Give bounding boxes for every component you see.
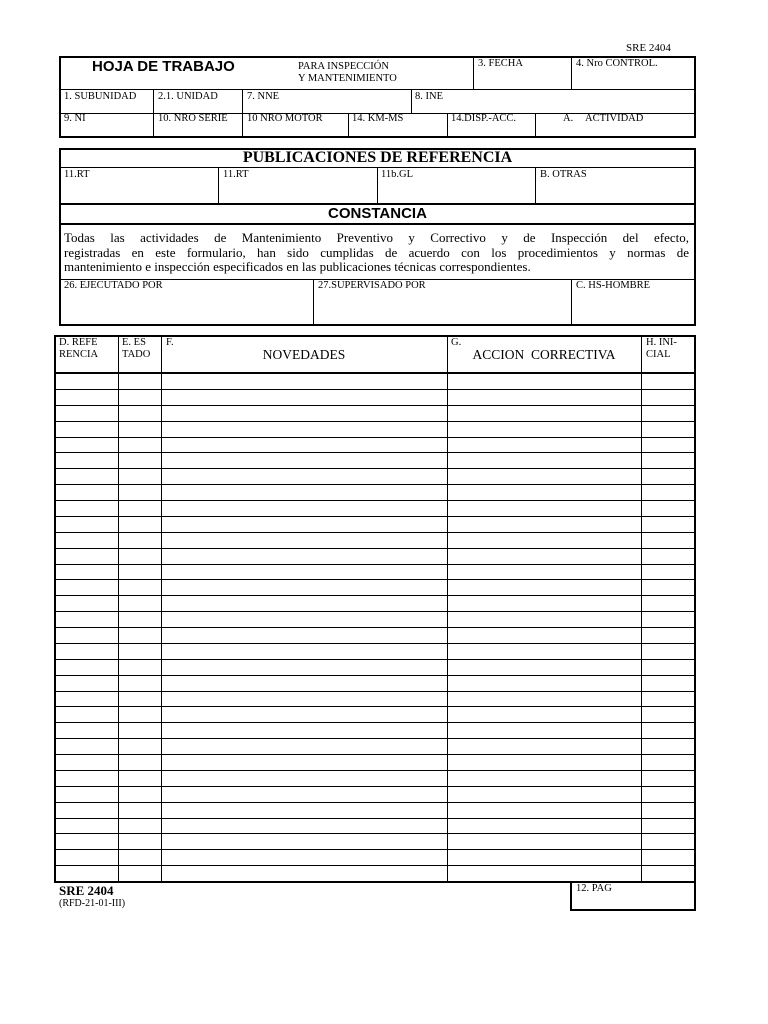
rt-field-1[interactable]: 11.RT [64, 169, 90, 180]
divider [242, 113, 243, 138]
form-subtitle-line1: PARA INSPECCIÓN [298, 61, 389, 72]
nro-motor-field[interactable]: 10 NRO MOTOR [247, 113, 323, 124]
table-row-line [54, 405, 696, 406]
table-row-line [54, 627, 696, 628]
divider [153, 113, 154, 138]
divider [571, 279, 572, 326]
rt-field-2[interactable]: 11.RT [223, 169, 249, 180]
table-row-line [54, 595, 696, 596]
divider [447, 113, 448, 138]
divider [59, 89, 696, 90]
hs-hombre-field[interactable]: C. HS-HOMBRE [576, 280, 651, 291]
table-row-line [54, 389, 696, 390]
divider [161, 335, 162, 883]
divider [571, 56, 572, 89]
fecha-field[interactable]: 3. FECHA [478, 58, 523, 69]
constancia-text [64, 231, 689, 275]
table-row-line [54, 500, 696, 501]
divider [447, 335, 448, 883]
divider [377, 167, 378, 203]
table-row-line [54, 722, 696, 723]
table-row-line [54, 452, 696, 453]
table-row-line [54, 643, 696, 644]
divider [242, 89, 243, 113]
table-row-line [54, 770, 696, 771]
table-row-line [54, 786, 696, 787]
divider [153, 89, 154, 113]
divider [348, 113, 349, 138]
gl-field[interactable]: 11b.GL [381, 169, 413, 180]
divider [54, 372, 696, 374]
divider [641, 335, 642, 883]
form-title: HOJA DE TRABAJO [92, 58, 235, 75]
km-ms-field[interactable]: 14. KM-MS [352, 113, 404, 124]
divider [218, 167, 219, 203]
divider [535, 167, 536, 203]
table-row-line [54, 833, 696, 834]
table-row-line [54, 849, 696, 850]
referencia-header-line1: D. REFE [59, 337, 98, 348]
actividad-code: A. [563, 113, 574, 124]
table-row-line [54, 802, 696, 803]
divider [535, 113, 536, 138]
ni-field[interactable]: 9. NI [64, 113, 86, 124]
subunidad-field[interactable]: 1. SUBUNIDAD [64, 91, 137, 102]
nne-field[interactable]: 7. NNE [247, 91, 280, 102]
form-code-top: SRE 2404 [626, 42, 671, 54]
page-number-label: 12. PAG [576, 883, 612, 894]
constancia-text-line2: registradas en este formulario, han sido cumplidas de acuerdo con los procedimientos y normas de [64, 244, 689, 260]
publicaciones-title: PUBLICACIONES DE REFERENCIA [242, 149, 513, 166]
table-row-line [54, 532, 696, 533]
ine-field[interactable]: 8. INE [415, 91, 443, 102]
divider [473, 56, 474, 89]
table-row-line [54, 516, 696, 517]
table-row-line [54, 468, 696, 469]
estado-header-line2: TADO [122, 349, 151, 360]
table-row-line [54, 691, 696, 692]
table-row-line [54, 548, 696, 549]
estado-header-line1: E. ES [122, 337, 146, 348]
novedades-table [54, 335, 696, 883]
table-row-line [54, 675, 696, 676]
table-row-line [54, 421, 696, 422]
table-row-line [54, 706, 696, 707]
footer-subcode: (RFD-21-01-III) [59, 898, 126, 909]
footer-form-code: SRE 2404 [59, 883, 114, 898]
table-row-line [54, 484, 696, 485]
table-row-line [54, 659, 696, 660]
table-row-line [54, 437, 696, 438]
divider [411, 89, 412, 113]
table-row-line [54, 564, 696, 565]
table-row-line [54, 579, 696, 580]
divider [59, 223, 696, 225]
inicial-header-line1: H. INI- [646, 337, 677, 348]
divider [313, 279, 314, 326]
referencia-header-line2: RENCIA [59, 349, 99, 360]
form-subtitle-line2: Y MANTENIMIENTO [298, 73, 397, 84]
table-row-line [54, 611, 696, 612]
ejecutado-por-field[interactable]: 26. EJECUTADO POR [64, 280, 163, 291]
otras-field[interactable]: B. OTRAS [540, 169, 587, 180]
constancia-title: CONSTANCIA [328, 205, 427, 222]
table-row-line [54, 818, 696, 819]
actividad-field[interactable]: ACTIVIDAD [585, 113, 644, 124]
accion-header-code: G. [451, 337, 462, 348]
accion-correctiva-header: ACCION CORRECTIVA [472, 347, 616, 362]
constancia-text-line1: Todas las actividades de Mantenimiento Preventivo y Correctivo y de Inspección del efecto, [64, 230, 689, 245]
nro-serie-field[interactable]: 10. NRO SERIE [158, 113, 228, 124]
disp-acc-field[interactable]: 14.DISP.-ACC. [451, 113, 517, 124]
table-row-line [54, 738, 696, 739]
table-row-line [54, 865, 696, 866]
divider [118, 335, 119, 883]
novedades-header-code: F. [166, 337, 174, 348]
control-field[interactable]: 4. Nro CONTROL. [576, 58, 658, 69]
inicial-header-line2: CIAL [646, 349, 671, 360]
constancia-text-line3: mantenimiento e inspección especificados en las publicaciones técnicas correspondientes. [64, 259, 531, 275]
supervisado-por-field[interactable]: 27.SUPERVISADO POR [318, 280, 426, 291]
table-row-line [54, 754, 696, 755]
unidad-field[interactable]: 2.1. UNIDAD [158, 91, 218, 102]
novedades-header: NOVEDADES [262, 347, 346, 362]
